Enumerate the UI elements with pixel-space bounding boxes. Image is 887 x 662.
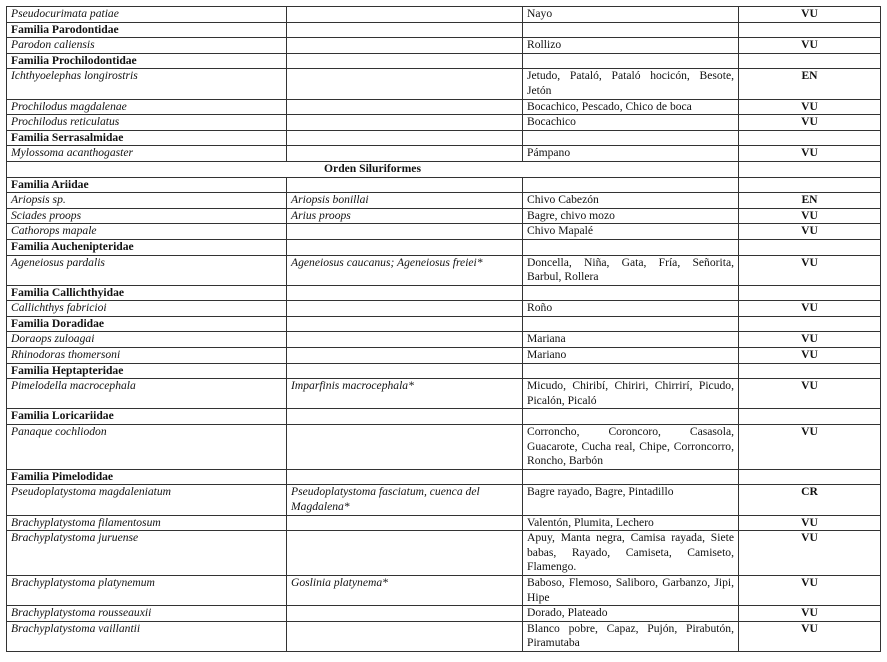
common-names-cell: Bocachico, Pescado, Chico de boca xyxy=(523,99,739,115)
species-table-container xyxy=(6,6,881,652)
threat-category-cell: VU xyxy=(739,115,881,131)
family-label: Familia Auchenipteridae xyxy=(7,239,287,255)
synonym-cell xyxy=(287,332,523,348)
threat-category-cell: VU xyxy=(739,348,881,364)
species-row xyxy=(7,255,881,285)
family-row xyxy=(7,409,881,425)
threat-category-cell: VU xyxy=(739,146,881,162)
synonym-cell: Ageneiosus caucanus; Ageneiosus freiei* xyxy=(287,255,523,285)
threat-category-cell: CR xyxy=(739,485,881,515)
synonym-cell: Ariopsis bonillai xyxy=(287,193,523,209)
synonym-cell xyxy=(287,99,523,115)
species-name-cell: Cathorops mapale xyxy=(7,224,287,240)
species-row xyxy=(7,606,881,622)
threat-category-cell: VU xyxy=(739,621,881,651)
common-names-cell: Bagre rayado, Bagre, Pintadillo xyxy=(523,485,739,515)
species-table xyxy=(6,6,881,652)
threat-category-cell: VU xyxy=(739,575,881,605)
family-row xyxy=(7,363,881,379)
synonym-cell xyxy=(287,224,523,240)
empty-cell xyxy=(523,316,739,332)
threat-category-cell: VU xyxy=(739,7,881,23)
family-label: Familia Heptapteridae xyxy=(7,363,287,379)
species-name-cell: Callichthys fabricioi xyxy=(7,301,287,317)
threat-category-cell: VU xyxy=(739,332,881,348)
family-label: Familia Pimelodidae xyxy=(7,469,287,485)
empty-cell xyxy=(739,161,881,177)
species-row xyxy=(7,621,881,651)
common-names-cell: Nayo xyxy=(523,7,739,23)
family-row xyxy=(7,239,881,255)
synonym-cell xyxy=(287,146,523,162)
threat-category-cell: EN xyxy=(739,193,881,209)
empty-cell xyxy=(739,177,881,193)
empty-cell xyxy=(287,285,523,301)
synonym-cell: Goslinia platynema* xyxy=(287,575,523,605)
threat-category-cell: VU xyxy=(739,38,881,54)
order-row xyxy=(7,161,881,177)
family-label: Familia Ariidae xyxy=(7,177,287,193)
species-row xyxy=(7,379,881,409)
empty-cell xyxy=(287,22,523,38)
species-name-cell: Pseudocurimata patiae xyxy=(7,7,287,23)
empty-cell xyxy=(523,130,739,146)
synonym-cell xyxy=(287,38,523,54)
common-names-cell: Mariano xyxy=(523,348,739,364)
empty-cell xyxy=(523,239,739,255)
empty-cell xyxy=(523,177,739,193)
synonym-cell: Imparfinis macrocephala* xyxy=(287,379,523,409)
common-names-cell: Rollizo xyxy=(523,38,739,54)
common-names-cell: Corroncho, Coroncoro, Casasola, Guacarote, Cucha real, Chipe, Corroncorro, Roncho, Barbón xyxy=(523,425,739,470)
empty-cell xyxy=(523,53,739,69)
species-row xyxy=(7,99,881,115)
common-names-cell: Valentón, Plumita, Lechero xyxy=(523,515,739,531)
threat-category-cell: VU xyxy=(739,208,881,224)
threat-category-cell: VU xyxy=(739,515,881,531)
empty-cell xyxy=(739,285,881,301)
species-row xyxy=(7,425,881,470)
common-names-cell: Bocachico xyxy=(523,115,739,131)
threat-category-cell: VU xyxy=(739,99,881,115)
family-label: Familia Parodontidae xyxy=(7,22,287,38)
empty-cell xyxy=(287,177,523,193)
common-names-cell: Mariana xyxy=(523,332,739,348)
empty-cell xyxy=(523,469,739,485)
empty-cell xyxy=(739,239,881,255)
species-name-cell: Ichthyoelephas longirostris xyxy=(7,69,287,99)
empty-cell xyxy=(523,363,739,379)
common-names-cell: Micudo, Chiribí, Chiriri, Chirrirí, Picudo, Picalón, Picaló xyxy=(523,379,739,409)
empty-cell xyxy=(287,316,523,332)
species-name-cell: Brachyplatystoma platynemum xyxy=(7,575,287,605)
species-name-cell: Prochilodus magdalenae xyxy=(7,99,287,115)
species-row xyxy=(7,193,881,209)
species-row xyxy=(7,485,881,515)
empty-cell xyxy=(739,469,881,485)
threat-category-cell: VU xyxy=(739,606,881,622)
species-name-cell: Panaque cochliodon xyxy=(7,425,287,470)
empty-cell xyxy=(739,53,881,69)
threat-category-cell: EN xyxy=(739,69,881,99)
empty-cell xyxy=(739,130,881,146)
species-name-cell: Ariopsis sp. xyxy=(7,193,287,209)
family-row xyxy=(7,177,881,193)
empty-cell xyxy=(287,53,523,69)
threat-category-cell: VU xyxy=(739,255,881,285)
family-row xyxy=(7,469,881,485)
synonym-cell: Pseudoplatystoma fasciatum, cuenca del Magdalena* xyxy=(287,485,523,515)
empty-cell xyxy=(739,22,881,38)
species-row xyxy=(7,515,881,531)
common-names-cell: Bagre, chivo mozo xyxy=(523,208,739,224)
species-row xyxy=(7,208,881,224)
threat-category-cell: VU xyxy=(739,379,881,409)
species-row xyxy=(7,146,881,162)
species-table-body xyxy=(7,7,881,652)
family-row xyxy=(7,22,881,38)
species-name-cell: Brachyplatystoma filamentosum xyxy=(7,515,287,531)
family-row xyxy=(7,130,881,146)
common-names-cell: Chivo Cabezón xyxy=(523,193,739,209)
synonym-cell xyxy=(287,69,523,99)
empty-cell xyxy=(287,239,523,255)
species-row xyxy=(7,38,881,54)
threat-category-cell: VU xyxy=(739,301,881,317)
species-name-cell: Brachyplatystoma vaillantii xyxy=(7,621,287,651)
species-name-cell: Parodon caliensis xyxy=(7,38,287,54)
family-label: Familia Prochilodontidae xyxy=(7,53,287,69)
empty-cell xyxy=(523,22,739,38)
family-row xyxy=(7,285,881,301)
common-names-cell: Pámpano xyxy=(523,146,739,162)
empty-cell xyxy=(287,409,523,425)
threat-category-cell: VU xyxy=(739,531,881,576)
common-names-cell: Roño xyxy=(523,301,739,317)
empty-cell xyxy=(523,409,739,425)
family-row xyxy=(7,53,881,69)
empty-cell xyxy=(739,363,881,379)
species-name-cell: Pimelodella macrocephala xyxy=(7,379,287,409)
species-row xyxy=(7,69,881,99)
common-names-cell: Baboso, Flemoso, Saliboro, Garbanzo, Jipi, Hipe xyxy=(523,575,739,605)
common-names-cell: Blanco pobre, Capaz, Pujón, Pirabutón, Piramutaba xyxy=(523,621,739,651)
species-row xyxy=(7,332,881,348)
synonym-cell xyxy=(287,606,523,622)
species-row xyxy=(7,575,881,605)
species-name-cell: Brachyplatystoma rousseauxii xyxy=(7,606,287,622)
threat-category-cell: VU xyxy=(739,224,881,240)
species-name-cell: Mylossoma acanthogaster xyxy=(7,146,287,162)
order-label: Orden Siluriformes xyxy=(7,161,739,177)
empty-cell xyxy=(739,316,881,332)
species-name-cell: Ageneiosus pardalis xyxy=(7,255,287,285)
empty-cell xyxy=(739,409,881,425)
family-label: Familia Callichthyidae xyxy=(7,285,287,301)
synonym-cell xyxy=(287,621,523,651)
species-row xyxy=(7,348,881,364)
species-name-cell: Prochilodus reticulatus xyxy=(7,115,287,131)
synonym-cell xyxy=(287,7,523,23)
common-names-cell: Chivo Mapalé xyxy=(523,224,739,240)
common-names-cell: Doncella, Niña, Gata, Fría, Señorita, Barbul, Rollera xyxy=(523,255,739,285)
species-name-cell: Doraops zuloagai xyxy=(7,332,287,348)
species-row xyxy=(7,224,881,240)
synonym-cell: Arius proops xyxy=(287,208,523,224)
family-row xyxy=(7,316,881,332)
family-label: Familia Loricariidae xyxy=(7,409,287,425)
family-label: Familia Doradidae xyxy=(7,316,287,332)
species-row xyxy=(7,115,881,131)
synonym-cell xyxy=(287,531,523,576)
species-name-cell: Pseudoplatystoma magdaleniatum xyxy=(7,485,287,515)
synonym-cell xyxy=(287,425,523,470)
family-label: Familia Serrasalmidae xyxy=(7,130,287,146)
empty-cell xyxy=(523,285,739,301)
common-names-cell: Apuy, Manta negra, Camisa rayada, Siete babas, Rayado, Camiseta, Camiseto, Flamengo. xyxy=(523,531,739,576)
common-names-cell: Dorado, Plateado xyxy=(523,606,739,622)
species-row xyxy=(7,531,881,576)
common-names-cell: Jetudo, Pataló, Pataló hocicón, Besote, Jetón xyxy=(523,69,739,99)
species-name-cell: Rhinodoras thomersoni xyxy=(7,348,287,364)
threat-category-cell: VU xyxy=(739,425,881,470)
synonym-cell xyxy=(287,348,523,364)
synonym-cell xyxy=(287,515,523,531)
species-row xyxy=(7,301,881,317)
species-name-cell: Brachyplatystoma juruense xyxy=(7,531,287,576)
empty-cell xyxy=(287,469,523,485)
empty-cell xyxy=(287,130,523,146)
species-row xyxy=(7,7,881,23)
empty-cell xyxy=(287,363,523,379)
synonym-cell xyxy=(287,301,523,317)
synonym-cell xyxy=(287,115,523,131)
species-name-cell: Sciades proops xyxy=(7,208,287,224)
